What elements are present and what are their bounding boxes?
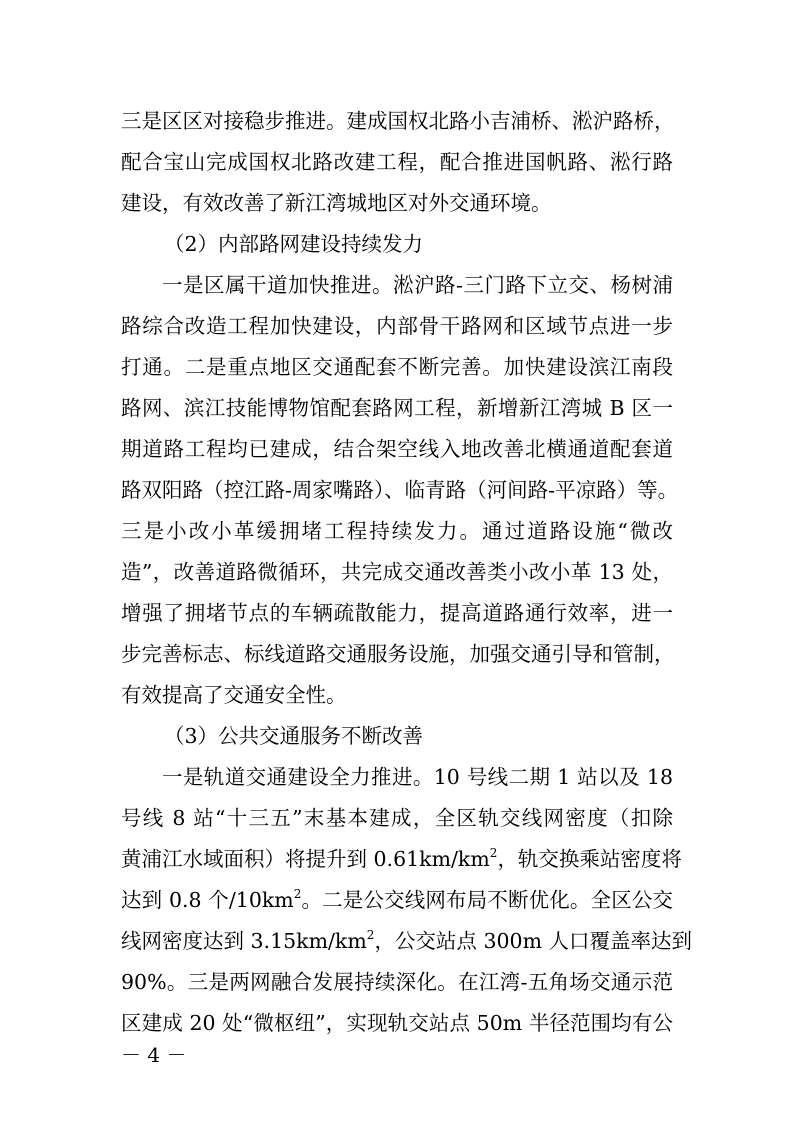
text-line: 路综合改造工程加快建设，内部骨干路网和区域节点进一步 xyxy=(121,314,673,338)
text-line xyxy=(121,842,682,876)
text-segment: 黄浦江水域面积）将提升到 0.61km/km xyxy=(121,847,490,871)
text-line: 三是区区对接稳步推进。建成国权北路小吉浦桥、淞沪路桥， xyxy=(121,109,675,133)
text-line: 号线 8 站“十三五”末基本建成，全区轨交线网密度（扣除 xyxy=(121,806,673,830)
text-line: 区建成 20 处“微枢纽”，实现轨交站点 50m 半径范围均有公 xyxy=(121,1011,673,1035)
text-line: 路双阳路（控江路-周家嘴路）、临青路（河间路-平凉路）等。 xyxy=(121,478,679,502)
text-line xyxy=(121,883,673,917)
page-number-row xyxy=(0,1040,793,1070)
section-heading: （2）内部路网建设持续发力 xyxy=(164,232,424,256)
text-segment: 。二是公交线网布局不断优化。全区公交 xyxy=(301,888,673,912)
text-line: 一是轨道交通建设全力推进。10 号线二期 1 站以及 18 xyxy=(162,765,673,789)
text-line: 一是区属干道加快推进。淞沪路-三门路下立交、杨树浦 xyxy=(162,273,673,297)
text-line: 打通。二是重点地区交通配套不断完善。加快建设滨江南段 xyxy=(121,355,673,379)
text-line: 建设，有效改善了新江湾城地区对外交通环境。 xyxy=(121,191,552,215)
superscript: 2 xyxy=(293,887,302,901)
section-heading: （3）公共交通服务不断改善 xyxy=(164,724,424,748)
text-segment: 达到 0.8 个/10km xyxy=(121,888,294,912)
superscript: 2 xyxy=(489,846,498,860)
text-line: 90%。三是两网融合发展持续深化。在江湾-五角场交通示范 xyxy=(121,970,673,994)
text-segment: ，轨交换乘站密度将 xyxy=(497,847,682,871)
text-line: 期道路工程均已建成，结合架空线入地改善北横通道配套道 xyxy=(121,437,673,461)
text-line: 三是小改小革缓拥堵工程持续发力。通过道路设施“微改 xyxy=(121,519,673,543)
text-line: 有效提高了交通安全性。 xyxy=(121,683,347,707)
superscript: 2 xyxy=(366,928,375,942)
text-line: 造”，改善道路微循环，共完成交通改善类小改小革 13 处， xyxy=(121,560,673,584)
page-number: － 4 － xyxy=(121,1043,187,1067)
text-line: 步完善标志、标线道路交通服务设施，加强交通引导和管制， xyxy=(121,642,675,666)
text-line: 路网、滨江技能博物馆配套路网工程，新增新江湾城 B 区一 xyxy=(121,396,673,420)
text-segment: ，公交站点 300m 人口覆盖率达到 xyxy=(374,929,693,953)
text-line: 增强了拥堵节点的车辆疏散能力，提高道路通行效率，进一 xyxy=(121,601,673,625)
text-line xyxy=(121,924,693,958)
text-segment: 线网密度达到 3.15km/km xyxy=(121,929,367,953)
text-line: 配合宝山完成国权北路改建工程，配合推进国帆路、淞行路 xyxy=(121,150,673,174)
